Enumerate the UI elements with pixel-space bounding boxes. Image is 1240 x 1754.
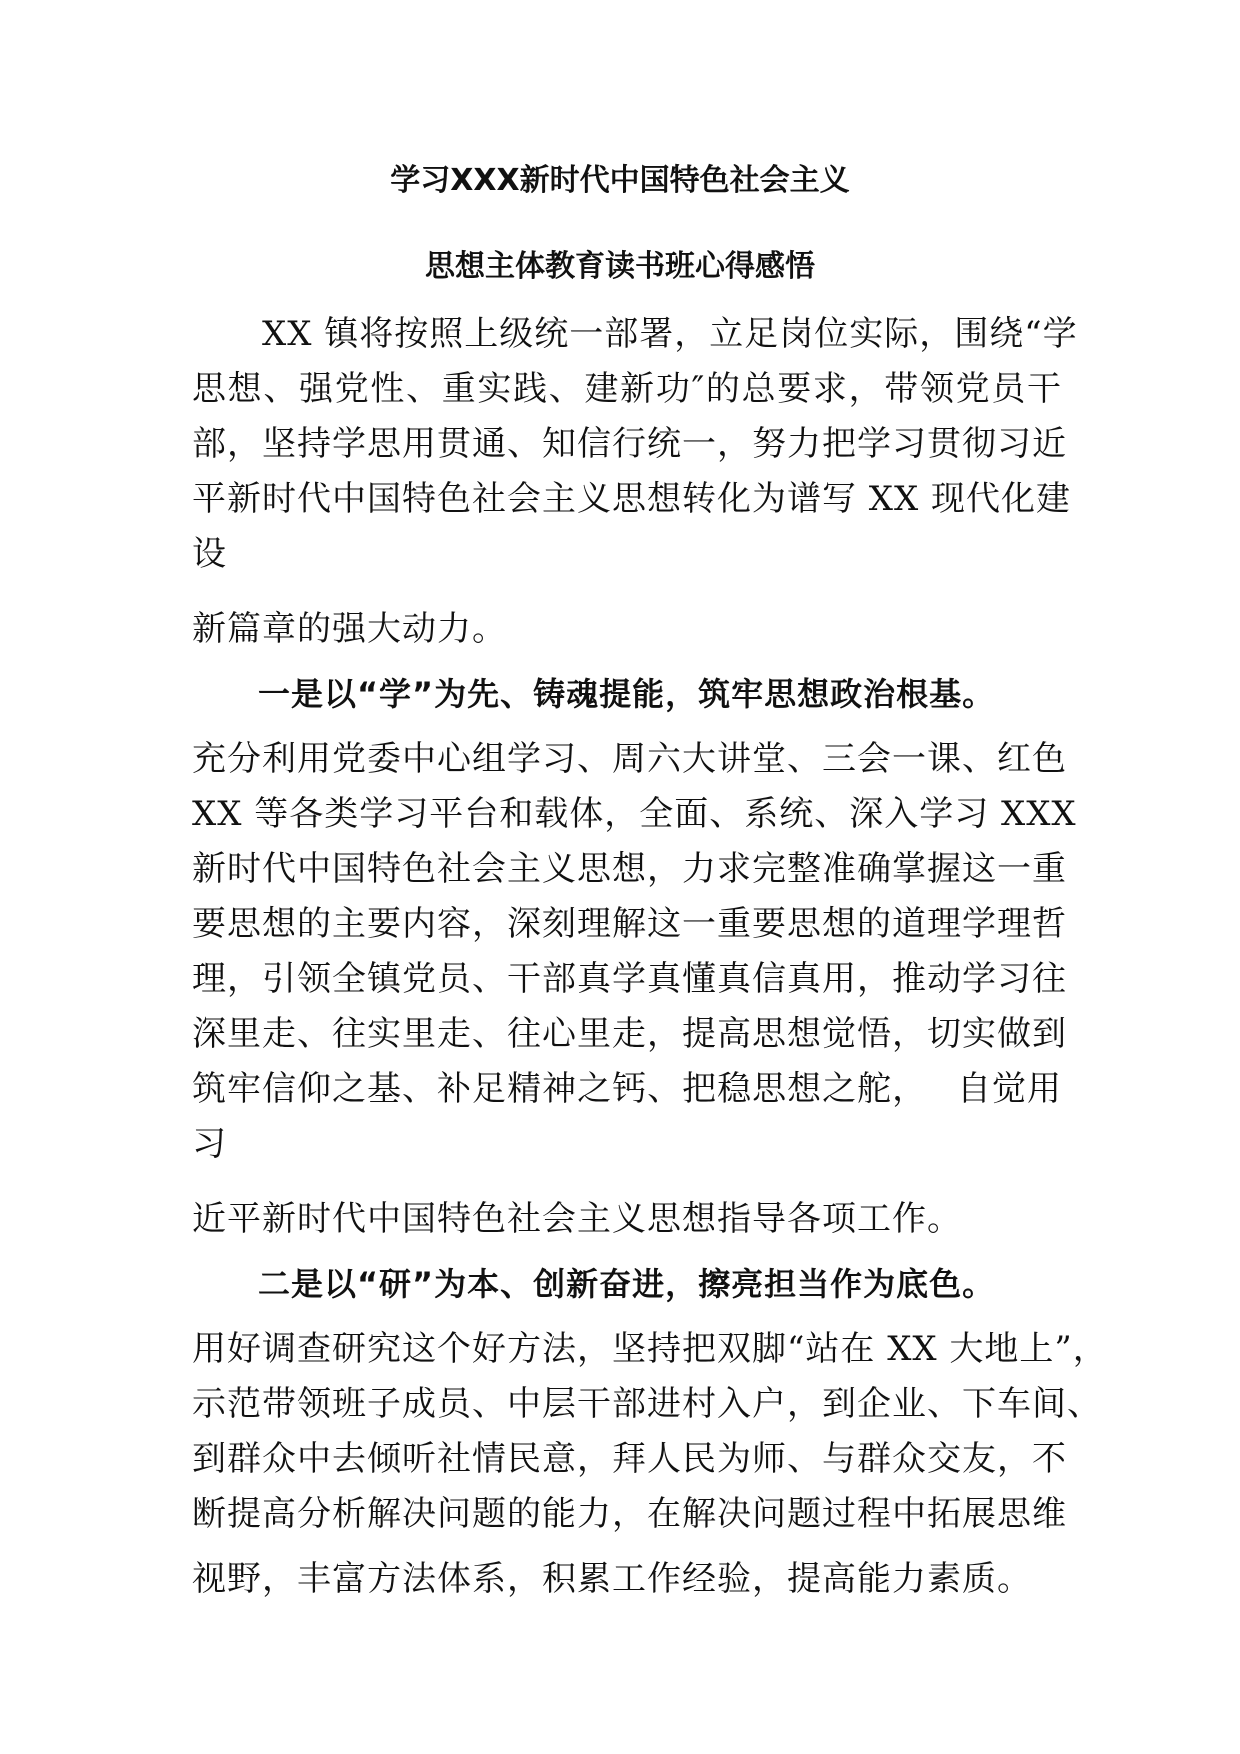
paragraph-line: 思想、强党性、重实践、建新功″的总要求，带领党员干 bbox=[192, 369, 1062, 409]
paragraph-line: 设 bbox=[192, 534, 227, 574]
section-1-heading: 一是以“学”为先、铸魂提能，筑牢思想政治根基。 bbox=[192, 675, 996, 713]
paragraph-line: 充分利用党委中心组学习、周六大讲堂、三会一课、红色 bbox=[192, 739, 1067, 779]
paragraph-line: 示范带领班子成员、中层干部进村入户，到企业、下车间、 bbox=[192, 1384, 1102, 1424]
document-title-line-2: 思想主体教育读书班心得感悟 bbox=[425, 249, 815, 284]
paragraph-line: 视野，丰富方法体系，积累工作经验，提高能力素质。 bbox=[192, 1559, 1032, 1599]
paragraph-line: 近平新时代中国特色社会主义思想指导各项工作。 bbox=[192, 1199, 962, 1239]
paragraph-line: XX 等各类学习平台和载体，全面、系统、深入学习 XXX bbox=[192, 794, 1077, 834]
paragraph-line: 理，引领全镇党员、干部真学真懂真信真用，推动学习往 bbox=[192, 959, 1067, 999]
paragraph-line: 要思想的主要内容，深刻理解这一重要思想的道理学理哲 bbox=[192, 904, 1067, 944]
paragraph-line: 新篇章的强大动力。 bbox=[192, 609, 507, 649]
document-title-line-1: 学习XXX新时代中国特色社会主义 bbox=[390, 163, 850, 198]
paragraph-line: 部，坚持学思用贯通、知信行统一，努力把学习贯彻习近 bbox=[192, 424, 1067, 464]
section-2-heading: 二是以“研”为本、创新奋进，擦亮担当作为底色。 bbox=[192, 1265, 996, 1303]
paragraph-line: 平新时代中国特色社会主义思想转化为谱写 XX 现代化建 bbox=[192, 479, 1072, 519]
paragraph-line: 筑牢信仰之基、补足精神之钙、把稳思想之舵， 自觉用 bbox=[192, 1069, 1062, 1109]
paragraph-line: 新时代中国特色社会主义思想，力求完整准确掌握这一重 bbox=[192, 849, 1067, 889]
paragraph-line: 习 bbox=[192, 1124, 227, 1164]
paragraph-line: XX 镇将按照上级统一部署，立足岗位实际，围绕“学 bbox=[192, 314, 1078, 354]
paragraph-line: 深里走、往实里走、往心里走，提高思想觉悟，切实做到 bbox=[192, 1014, 1067, 1054]
paragraph-line: 断提高分析解决问题的能力，在解决问题过程中拓展思维 bbox=[192, 1494, 1067, 1534]
paragraph-line: 用好调查研究这个好方法，坚持把双脚“站在 XX 大地上”， bbox=[192, 1329, 1108, 1369]
paragraph-line: 到群众中去倾听社情民意，拜人民为师、与群众交友，不 bbox=[192, 1439, 1067, 1479]
